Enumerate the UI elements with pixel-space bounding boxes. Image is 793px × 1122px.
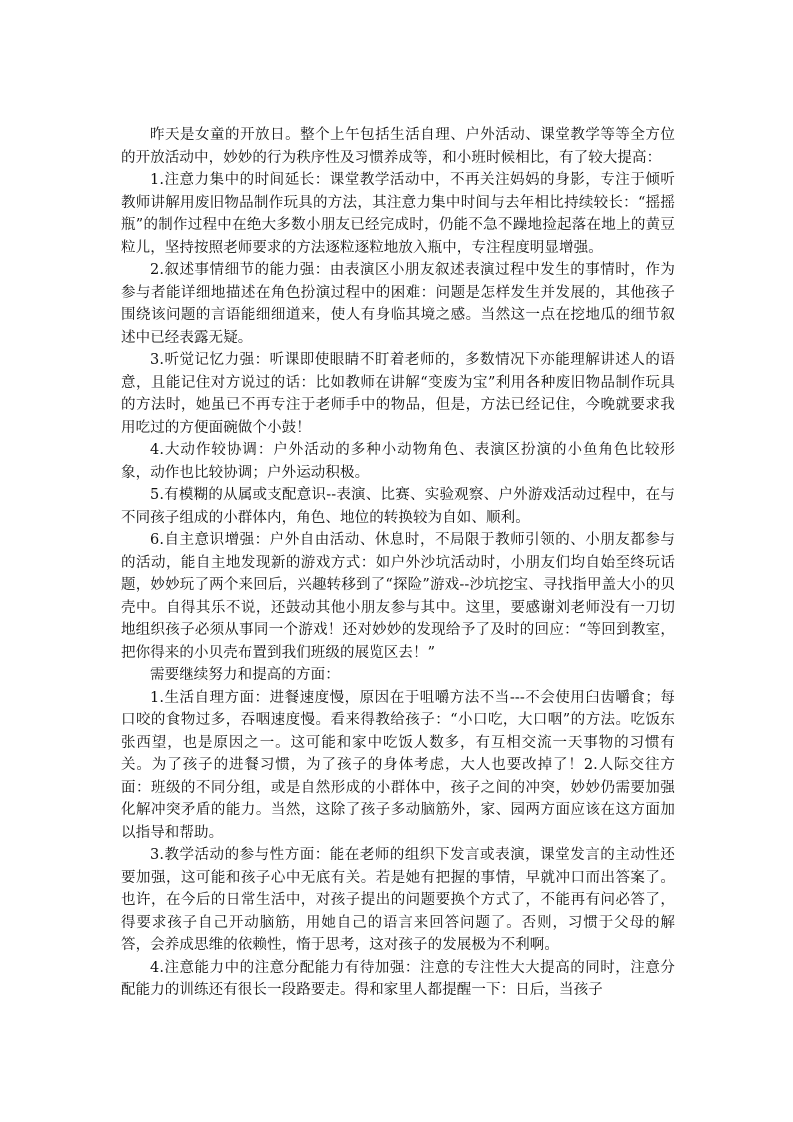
paragraph-point-6: 6.自主意识增强：户外自由活动、休息时，不局限于教师引领的、小朋友都参与的活动，能自主地发现新的游戏方式：如户外沙坑活动时，小朋友们均自始至终玩话题，妙妙玩了两个来回后，兴趣转移到了“探险”游戏--沙坑挖宝、寻找指甲盖大小的贝壳中。自得其乐不说，还鼓动其他小朋友参与其中。这里，要感谢刘老师没有一刀切地组织孩子必须从事同一个游戏！还对妙妙的发现给予了及时的回应：“等回到教室，把你得来的小贝壳布置到我们班级的展览区去！” [121,532,675,661]
paragraph-point-2: 2.叙述事情细节的能力强：由表演区小朋友叙述表演过程中发生的事情时，作为参与者能详细地描述在角色扮演过程中的困难：问题是怎样发生并发展的，其他孩子围绕该问题的言语能细细道来，使人有身临其境之感。当然这一点在挖地瓜的细节叙述中已经表露无疑。 [121,262,675,346]
paragraph-improvement-heading: 需要继续努力和提高的方面： [150,667,340,683]
paragraph-point-5: 5.有模糊的从属或支配意识--表演、比赛、实验观察、户外游戏活动过程中，在与不同孩子组成的小群体内，角色、地位的转换较为自如、顺利。 [121,487,675,526]
paragraph-improvement-3: 3.教学活动的参与性方面：能在老师的组织下发言或表演，课堂发言的主动性还要加强，这可能和孩子心中无底有关。若是她有把握的事情，早就冲口而出答案了。也许，在今后的日常生活中，对孩子提出的问题要换个方式了，不能再有问必答了，得要求孩子自己开动脑筋，用她自己的语言来回答问题了。否则，习惯于父母的解答，会养成思维的依赖性，惰于思考，这对孩子的发展极为不利啊。 [121,847,675,953]
paragraph-intro: 昨天是女童的开放日。整个上午包括生活自理、户外活动、课堂教学等等全方位的开放活动中，妙妙的行为秩序性及习惯养成等，和小班时候相比，有了较大提高： [121,127,675,166]
paragraph-improvement-4: 4.注意能力中的注意分配能力有待加强：注意的专注性大大提高的同时，注意分配能力的训练还有很长一段路要走。得和家里人都提醒一下：日后，当孩子 [121,959,675,998]
paragraph-point-3: 3.听觉记忆力强：听课即使眼睛不盯着老师的，多数情况下亦能理解讲述人的语意，且能记住对方说过的话：比如教师在讲解“变废为宝”利用各种废旧物品制作玩具的方法时，她虽已不再专注于老师手中的物品，但是，方法已经记住，今晚就要求我用吃过的方便面碗做个小鼓！ [121,352,675,436]
paragraph-point-1: 1.注意力集中的时间延长：课堂教学活动中，不再关注妈妈的身影，专注于倾听教师讲解用废旧物品制作玩具的方法，其注意力集中时间与去年相比持续较长：“摇摇瓶”的制作过程中在绝大多数小朋友已经完成时，仍能不急不躁地捡起落在地上的黄豆粒儿，坚持按照老师要求的方法逐粒逐粒地放入瓶中，专注程度明显增强。 [121,172,675,256]
paragraph-point-4: 4.大动作较协调：户外活动的多种小动物角色、表演区扮演的小鱼角色比较形象，动作也比较协调；户外运动积极。 [121,442,675,481]
document-page [121,124,675,1002]
paragraph-improvement-1: 1.生活自理方面：进餐速度慢，原因在于咀嚼方法不当---不会使用臼齿嚼食；每口咬的食物过多，吞咽速度慢。看来得教给孩子：“小口吃，大口咽”的方法。吃饭东张西望，也是原因之一。这可能和家中吃饭人数多，有互相交流一天事物的习惯有关。为了孩子的进餐习惯，为了孩子的身体考虑，大人也要改掉了！2.人际交往方面：班级的不同分组，或是自然形成的小群体中，孩子之间的冲突，妙妙仍需要加强化解冲突矛盾的能力。当然，这除了孩子多动脑筋外，家、园两方面应该在这方面加以指导和帮助。 [121,689,675,841]
